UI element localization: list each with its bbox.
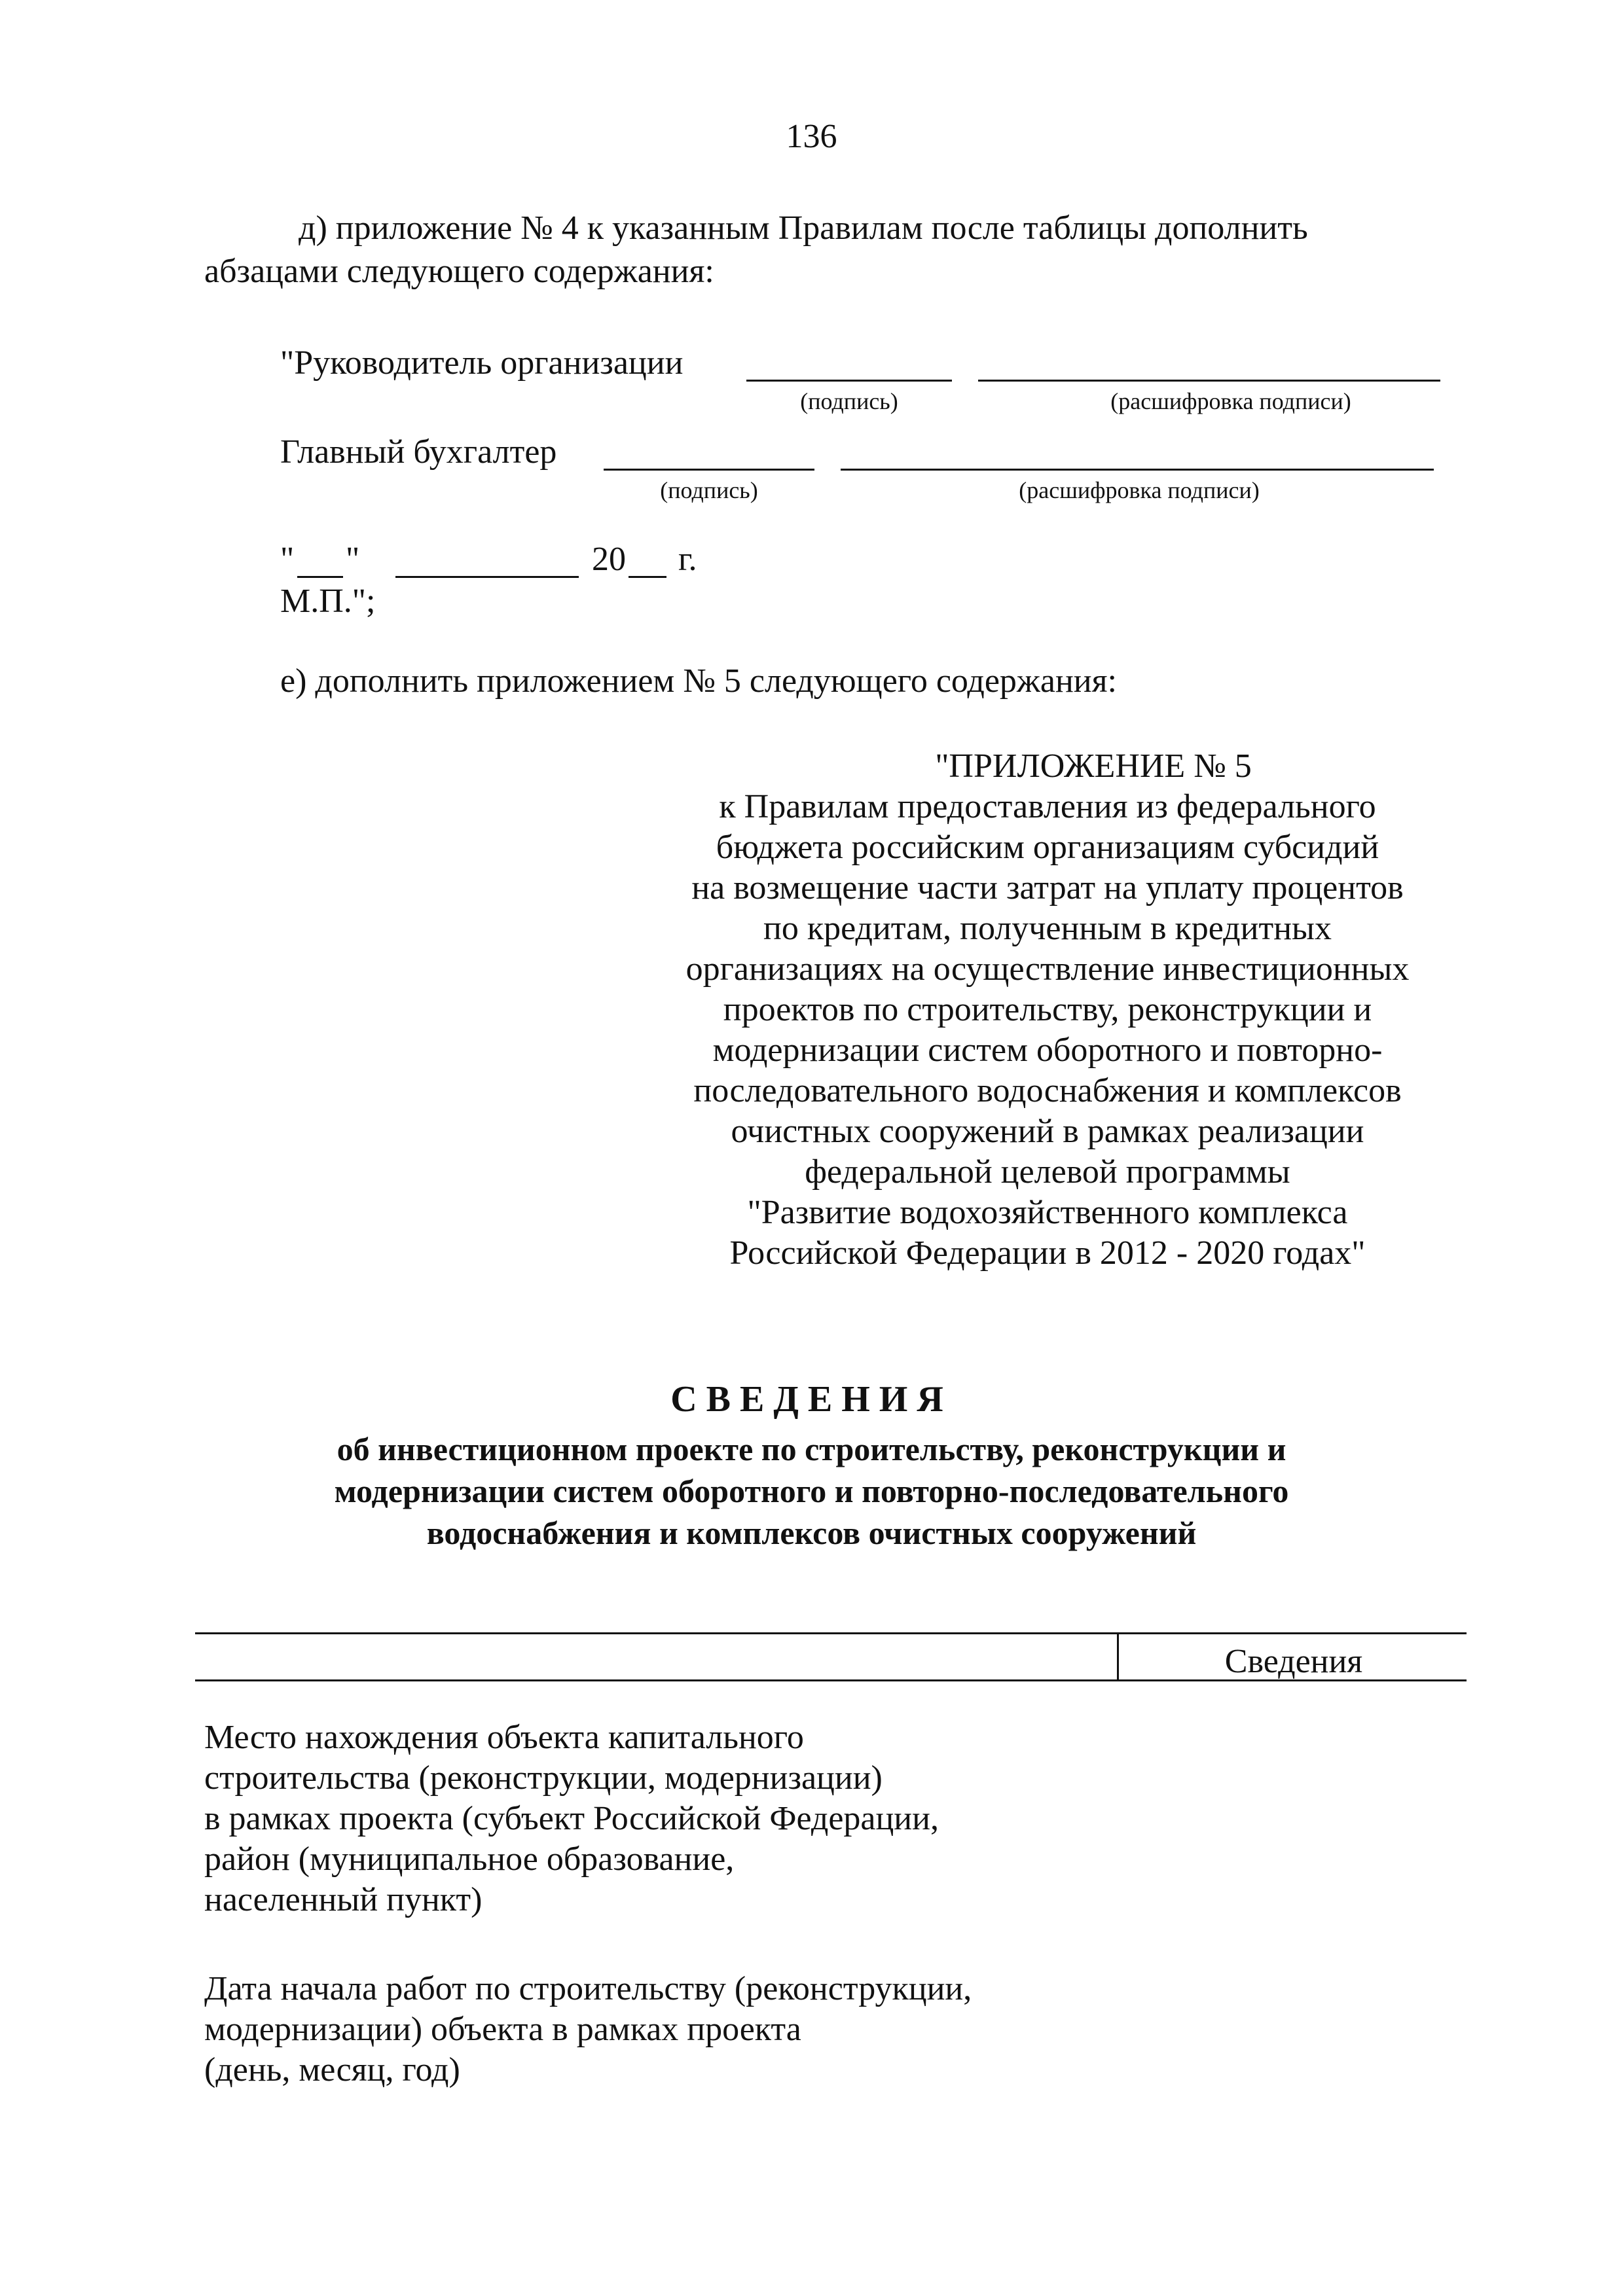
date-year-suffix: г. [678,541,697,578]
row-text-line: в рамках проекта (субъект Российской Федерации, [204,1800,939,1837]
appendix-title: "ПРИЛОЖЕНИЕ № 5 [935,747,1252,785]
row-text-line: Место нахождения объекта капитального [204,1719,804,1756]
date-month-line [395,576,579,578]
date-year-line [629,576,666,578]
row-text-line: район (муниципальное образование, [204,1840,735,1878]
date-day-line [297,576,343,578]
document-subheading [0,1428,1623,1554]
date-close-quote: " [346,541,360,578]
row-text-line: (день, месяц, год) [204,2051,460,2089]
appendix-line: "Развитие водохозяйственного комплекса [747,1194,1348,1231]
appendix-line: на возмещение части затрат на уплату процентов [691,869,1404,906]
row-text-line: населенный пункт) [204,1881,483,1918]
head-signature-caption: (подпись) [800,388,898,414]
appendix-line: к Правилам предоставления из федерального [719,788,1376,825]
appendix-line: очистных сооружений в рамках реализации [731,1113,1364,1150]
intro-line-1: д) приложение № 4 к указанным Правилам после таблицы дополнить [299,209,1308,247]
table-row [204,1969,972,2090]
head-label: "Руководитель организации [280,344,684,382]
head-signature-line [746,380,952,382]
accountant-label: Главный бухгалтер [280,433,557,471]
table-header-cell: Сведения [1224,1643,1363,1680]
table-top-rule [195,1632,1467,1634]
intro-line-2: абзацами следующего содержания: [204,253,714,290]
appendix-line: проектов по строительству, реконструкции и [723,991,1372,1028]
appendix-line: модернизации систем оборотного и повторно- [712,1031,1383,1069]
appendix-line: Российской Федерации в 2012 - 2020 годах" [729,1234,1366,1272]
appendix-line: бюджета российским организациям субсидий [716,829,1379,866]
accountant-signature-caption: (подпись) [660,477,758,503]
date-open-quote: " [280,541,295,578]
appendix-block [563,746,1532,1274]
appendix-line: федеральной целевой программы [805,1153,1290,1191]
date-year-prefix: 20 [592,541,626,578]
accountant-decode-caption: (расшифровка подписи) [1019,477,1260,503]
accountant-signature-line [604,469,814,471]
appendix-line: последовательного водоснабжения и комплексов [693,1072,1402,1109]
add-appendix-text: е) дополнить приложением № 5 следующего содержания: [280,662,1117,700]
subheading-line: модернизации систем оборотного и повторно-последовательного [334,1473,1289,1509]
appendix-line: по кредитам, полученным в кредитных [763,910,1332,947]
stamp-mark: М.П."; [280,583,376,620]
document-heading: СВЕДЕНИЯ [670,1379,953,1420]
accountant-decode-line [841,469,1434,471]
table-column-divider [1117,1633,1119,1680]
appendix-line: организациях на осуществление инвестиционных [685,950,1410,988]
table-row [204,1717,939,1920]
head-decode-line [978,380,1440,382]
subheading-line: об инвестиционном проекте по строительству, реконструкции и [337,1431,1286,1467]
row-text-line: модернизации) объекта в рамках проекта [204,2011,801,2048]
subheading-line: водоснабжения и комплексов очистных сооружений [426,1515,1197,1551]
page-number: 136 [786,118,837,155]
row-text-line: Дата начала работ по строительству (реконструкции, [204,1970,972,2007]
row-text-line: строительства (реконструкции, модернизации) [204,1759,883,1797]
head-decode-caption: (расшифровка подписи) [1110,388,1351,414]
